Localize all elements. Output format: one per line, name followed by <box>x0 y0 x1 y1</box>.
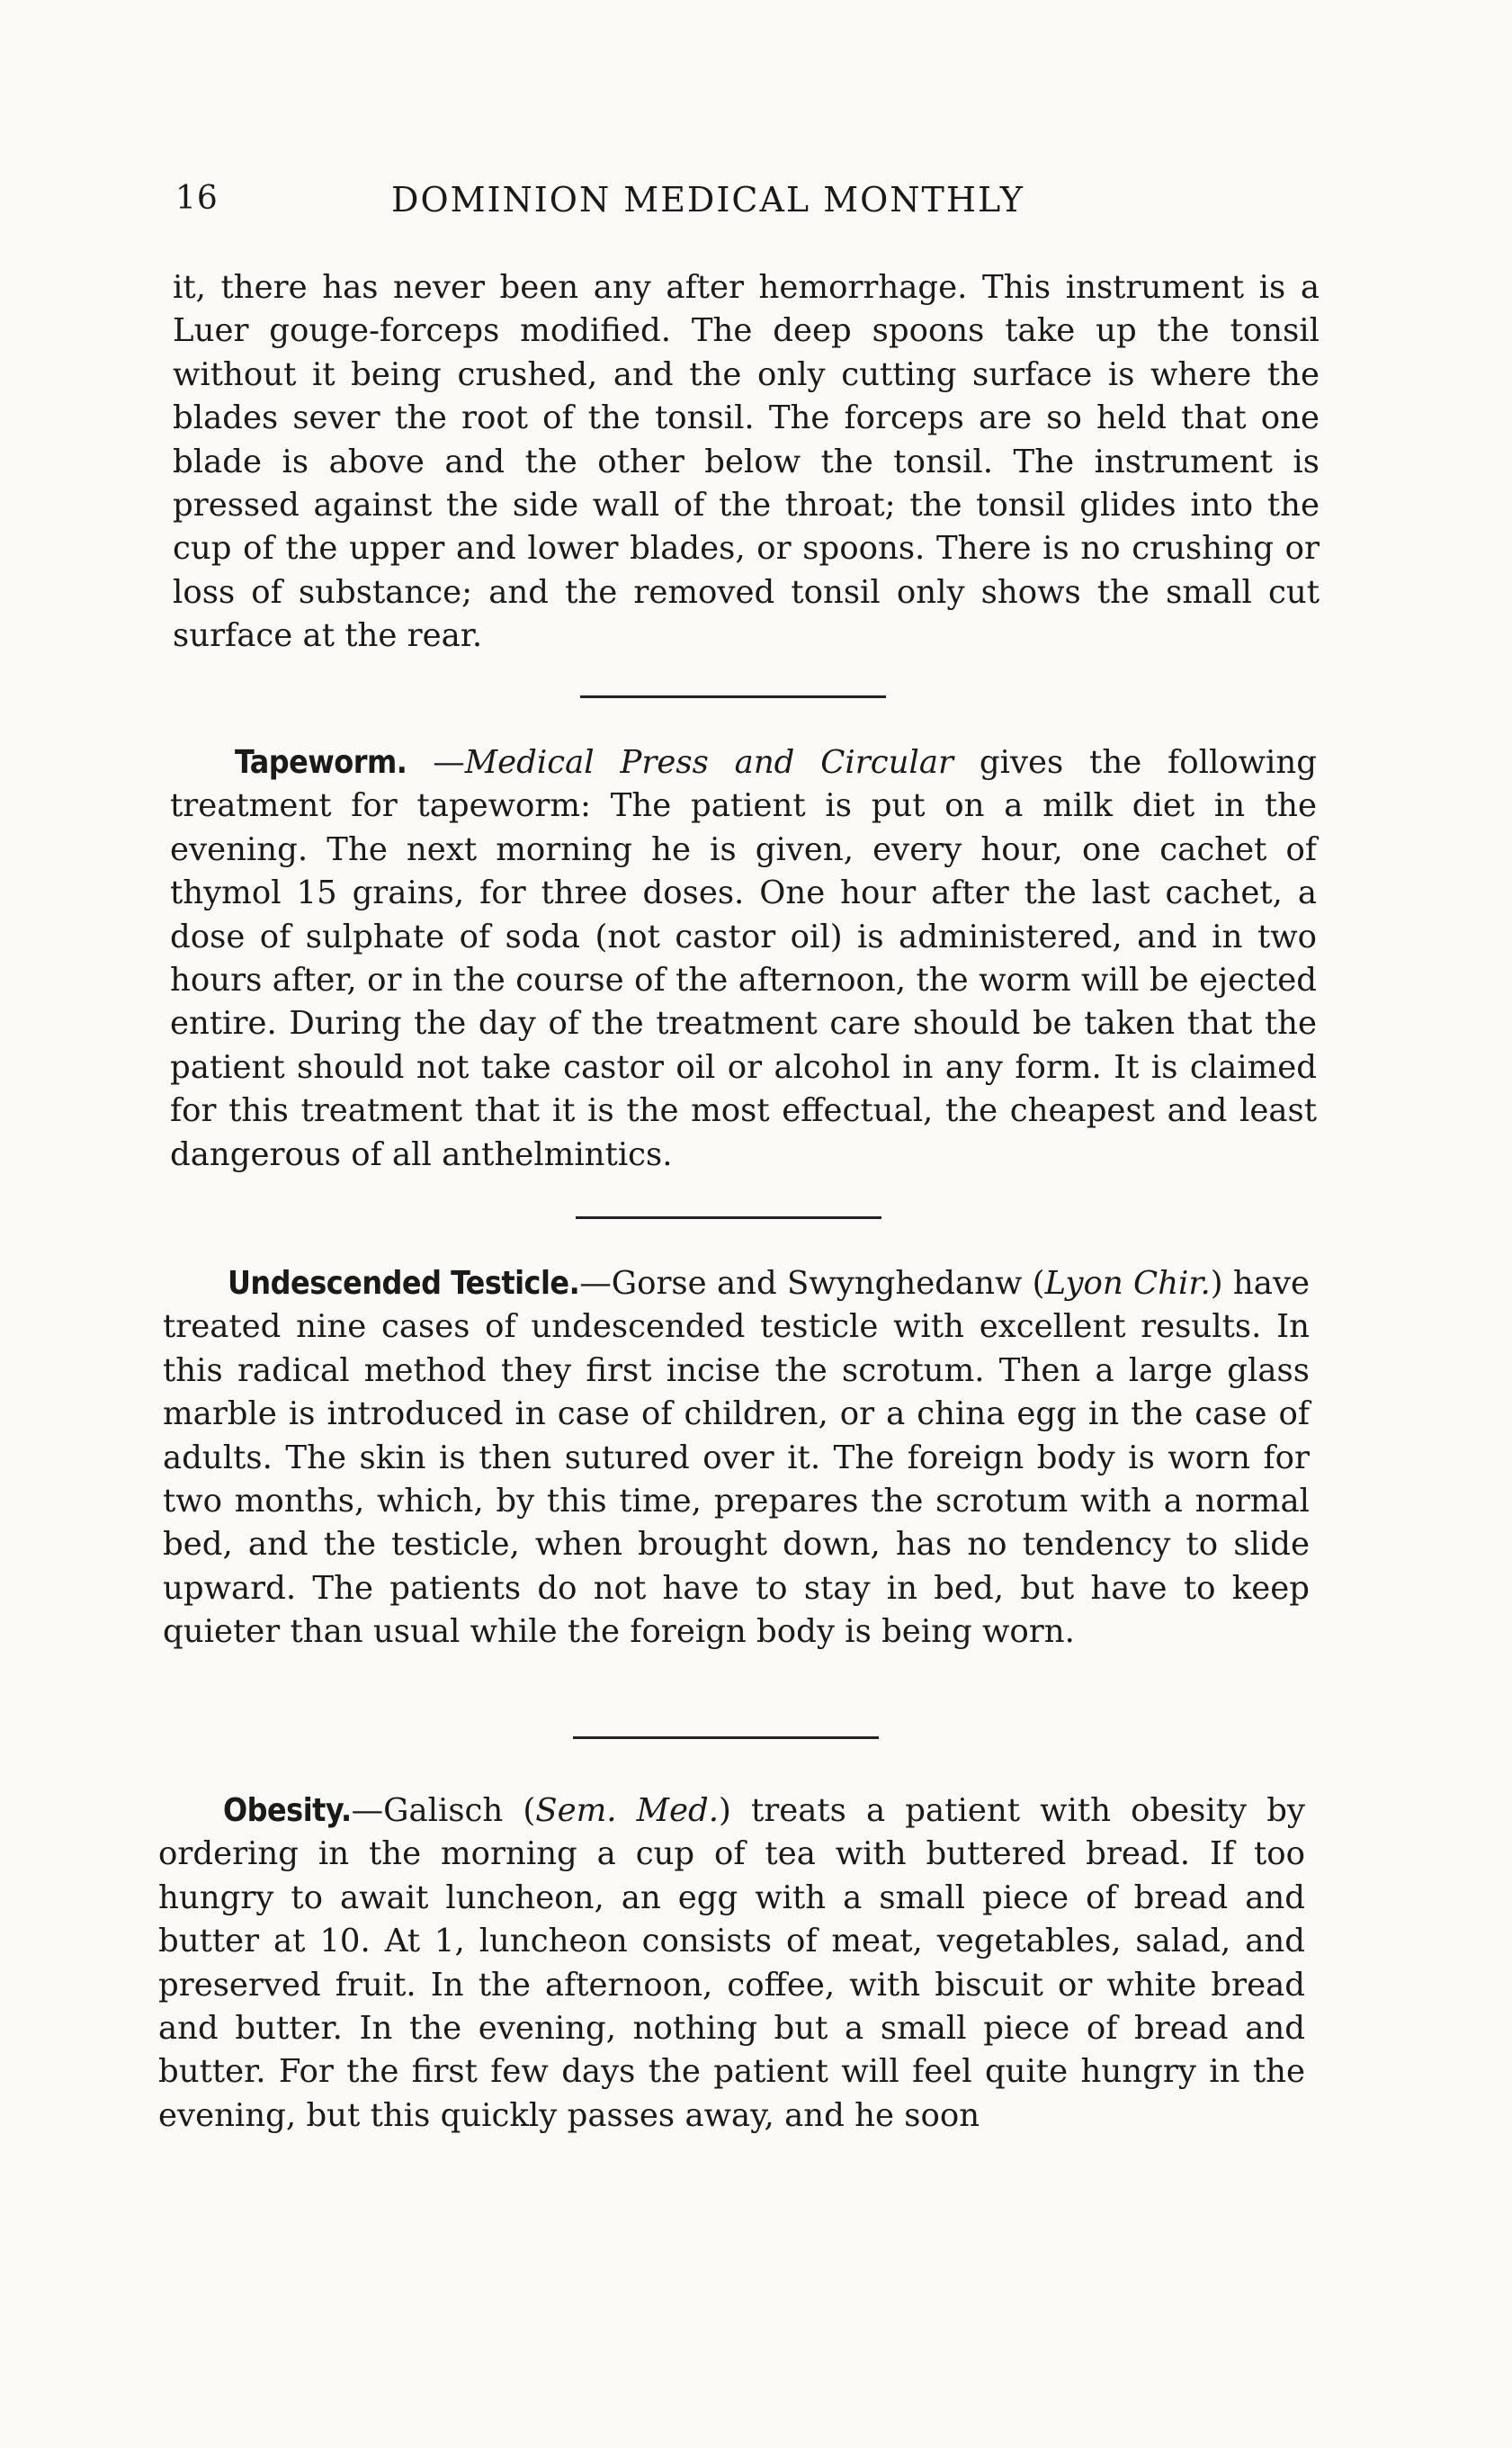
running-head <box>175 180 1120 230</box>
article-paragraph <box>158 1789 1305 2138</box>
article-paragraph <box>163 1262 1310 1654</box>
section-divider <box>573 1736 879 1739</box>
article-source: Sem. Med. <box>535 1792 720 1829</box>
section-divider <box>580 695 886 698</box>
section-divider <box>576 1216 881 1219</box>
article-heading: Undescended Testicle. <box>228 1265 580 1302</box>
article-body: ) treats a patient with obesity by ordering in the morning a cup of tea with buttered bread. If too hungry to await luncheon, an egg with a small piece of bread and butter at 10. At 1, luncheon consists of meat, vegetables, salad, and preserved fruit. In the afternoon, coffee, with biscuit or white bread and butter. In the evening, nothing but a small piece of bread and butter. For the first few days the patient will feel quite hungry in the evening, but this quickly passes away, and he soon <box>158 1792 1305 2134</box>
article-lead: —Galisch ( <box>351 1792 536 1829</box>
heading-dash: — <box>407 744 465 781</box>
page-number: 16 <box>175 180 219 217</box>
article-paragraph <box>170 741 1317 1177</box>
article-source: Lyon Chir. <box>1044 1265 1211 1302</box>
journal-title: DOMINION MEDICAL MONTHLY <box>391 180 1024 220</box>
article-body: gives the following treatment for tapeworm: The patient is put on a milk diet in the evening. The next morning he is given, every hour, one cachet of thymol 15 grains, for three doses. One hour after the last cachet, a dose of sulphate of soda (not castor oil) is administered, and in two hours after, or in the course of the afternoon, the worm will be ejected entire. During the day of the treatment care should be taken that the patient should not take castor oil or alcohol in any form. It is claimed for this treatment that it is the most effectual, the cheapest and least dangerous of all anthelmintics. <box>170 744 1318 1173</box>
continuation-paragraph: it, there has never been any after hemorrhage. This instrument is a Luer gouge-forceps modified. The deep spoons take up the tonsil without it being crushed, and the only cutting surface is where the blades sever the root of the tonsil. The forceps are so held that one blade is above and the other below the tonsil. The instrument is pressed against the side wall of the throat; the tonsil glides into the cup of the upper and lower blades, or spoons. There is no crushing or loss of substance; and the removed tonsil only shows the small cut surface at the rear. <box>173 269 1320 655</box>
article-obesity <box>158 1789 1305 2138</box>
article-heading: Obesity. <box>223 1792 352 1829</box>
article-tapeworm <box>170 741 1317 1177</box>
article-lead: —Gorse and Swynghedanw ( <box>579 1265 1045 1302</box>
article-heading: Tapeworm. <box>235 744 407 781</box>
article-body: ) have treated nine cases of undescended testicle with excellent results. In this radical method they first incise the scrotum. Then a large glass marble is introduced in case of children, or a china egg in the case of adults. The skin is then sutured over it. The foreign body is worn for two months, which, by this time, prepares the scrotum with a normal bed, and the testicle, when brought down, has no tendency to slide upward. The patients do not have to stay in bed, but have to keep quieter than usual while the foreign body is being worn. <box>163 1265 1311 1651</box>
article-source: Medical Press and Circular <box>464 744 953 781</box>
continuation-section <box>173 266 1320 659</box>
article-undescended-testicle <box>163 1262 1310 1654</box>
